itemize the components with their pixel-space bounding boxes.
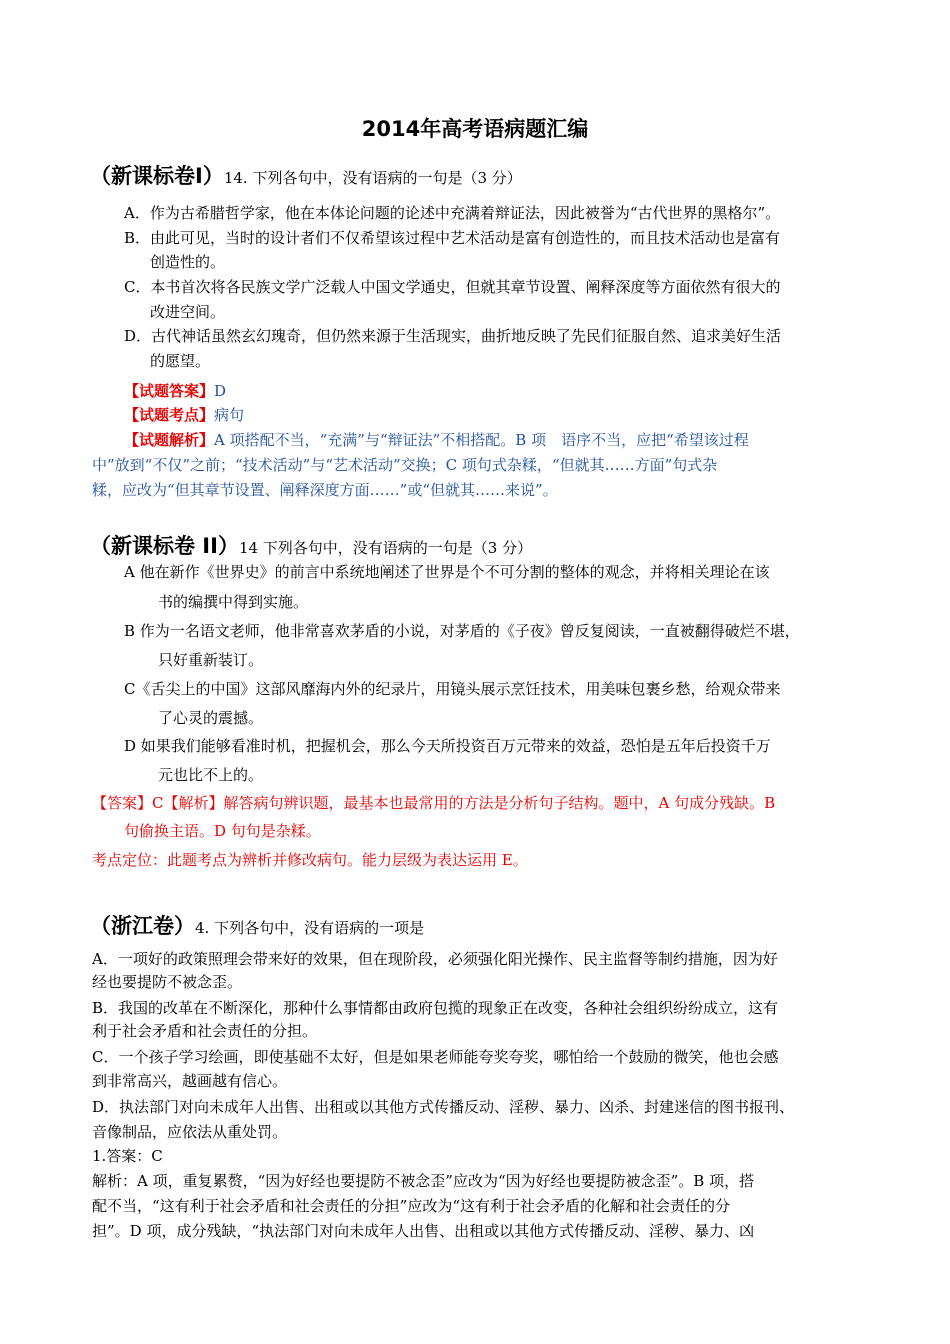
section1-analysis-line1: A 项搭配不当，“充满”与“辩证法”不相搭配。B 项 语序不当，应把“希望该过程 <box>214 431 749 449</box>
section1-question: 14. 下列各句中，没有语病的一句是（3 分） <box>223 169 522 187</box>
section2-option-a: A 他在新作《世界史》的前言中系统地阐述了世界是个不可分割的整体的观念，并将相关理论在该 <box>124 563 770 581</box>
section3-answer: 1.答案：C <box>92 1147 163 1165</box>
section2-option-d-cont: 元也比不上的。 <box>158 766 264 784</box>
section1-analysis-line2: 中”放到“不仅”之前；“技术活动”与“艺术活动”交换；C 项句式杂糅，“但就其……方面”句式杂 <box>92 456 718 474</box>
section1-answer-value: D <box>214 382 227 400</box>
section3-option-a: A．一项好的政策照理会带来好的效果，但在现阶段，必须强化阳光操作、民主监督等制约措施，因为好 <box>92 950 778 968</box>
section1-analysis-label: 【试题解析】 <box>124 431 215 449</box>
section1-option-c: C．本书首次将各民族文学广泛载人中国文学通史，但就其章节设置、阐释深度等方面依然有很大的 <box>124 278 781 296</box>
section2-option-c: C《舌尖上的中国》这部风靡海内外的纪录片，用镜头展示烹饪技术，用美味包裹乡愁，给观众带来 <box>124 680 781 698</box>
section1-option-b: B．由此可见，当时的设计者们不仅希望该过程中艺术活动是富有创造性的，而且技术活动也是富有 <box>124 229 781 247</box>
section1-answer <box>124 381 226 401</box>
section1-analysis <box>124 430 749 450</box>
section3-option-c: C．一个孩子学习绘画，即使基础不太好，但是如果老师能夸奖夸奖，哪怕给一个鼓励的微笑，他也会感 <box>92 1048 779 1066</box>
section3-option-b-cont: 利于社会矛盾和社会责任的分担。 <box>92 1022 318 1040</box>
section1-label: （新课标卷Ⅰ） <box>90 164 224 188</box>
section1-answer-label: 【试题答案】 <box>124 382 215 400</box>
section1-header <box>90 160 522 190</box>
section2-label: （新课标卷 II） <box>90 534 239 558</box>
section3-option-b: B．我国的改革在不断深化，那种什么事情都由政府包揽的现象正在改变，各种社会组织纷纷成立，这有 <box>92 999 779 1017</box>
section2-option-b-cont: 只好重新装订。 <box>158 651 264 669</box>
section2-header <box>90 530 532 560</box>
section1-point-label: 【试题考点】 <box>124 406 215 424</box>
section3-question: 4. 下列各句中，没有语病的一项是 <box>195 919 425 937</box>
section3-analysis-line2: 配不当，“这有利于社会矛盾和社会责任的分担”应改为“这有利于社会矛盾的化解和社会责任的分 <box>92 1197 731 1215</box>
section3-option-c-cont: 到非常高兴，越画越有信心。 <box>92 1072 288 1090</box>
section2-option-c-cont: 了心灵的震撼。 <box>158 709 264 727</box>
section3-analysis-line3: 担”。D 项，成分残缺，“执法部门对向未成年人出售、出租或以其他方式传播反动、淫秽、暴力、凶 <box>92 1222 755 1240</box>
section1-option-d: D．古代神话虽然玄幻瑰奇，但仍然来源于生活现实，曲折地反映了先民们征服自然、追求美好生活 <box>124 327 782 345</box>
section3-header <box>90 910 424 940</box>
section3-label: （浙江卷） <box>90 914 195 938</box>
section1-option-c-cont: 改进空间。 <box>150 303 226 321</box>
section1-point-value: 病句 <box>214 406 245 424</box>
section2-question: 14 下列各句中，没有语病的一句是（3 分） <box>238 539 533 557</box>
section3-option-a-cont: 经也要提防不被念歪。 <box>92 973 243 991</box>
section1-option-b-cont: 创造性的。 <box>150 253 226 271</box>
section2-option-b: B 作为一名语文老师，他非常喜欢茅盾的小说，对茅盾的《子夜》曾反复阅读，一直被翻得破烂不堪， <box>124 622 800 640</box>
section1-point <box>124 405 244 425</box>
section3-option-d: D．执法部门对向未成年人出售、出租或以其他方式传播反动、淫秽、暴力、凶杀、封建迷信的图书报刊、 <box>92 1098 795 1116</box>
section2-option-d: D 如果我们能够看准时机，把握机会，那么今天所投资百万元带来的效益，恐怕是五年后投资千万 <box>124 737 771 755</box>
section1-option-d-cont: 的愿望。 <box>150 352 211 370</box>
section3-analysis-line1: 解析：A 项，重复累赘，“因为好经也要提防不被念歪”应改为“因为好经也要提防被念歪”。B 项，搭 <box>92 1172 755 1190</box>
section2-option-a-cont: 书的编撰中得到实施。 <box>158 593 309 611</box>
section3-option-d-cont: 音像制品，应依法从重处罚。 <box>92 1123 288 1141</box>
section1-option-a: A．作为古希腊哲学家，他在本体论问题的论述中充满着辩证法，因此被誉为“古代世界的黑格尔”。 <box>124 204 781 222</box>
document-title: 2014年高考语病题汇编 <box>361 117 589 141</box>
section2-answer-line2: 句偷换主语。D 句句是杂糅。 <box>124 822 321 840</box>
section2-answer-line1: 【答案】C【解析】解答病句辨识题，最基本也最常用的方法是分析句子结构。题中，A 句成分残缺。B <box>92 794 776 812</box>
section2-point: 考点定位：此题考点为辨析并修改病句。能力层级为表达运用 E。 <box>92 851 528 869</box>
section1-analysis-line3: 糅，应改为“但其章节设置、阐释深度方面……”或“但就其……来说”。 <box>92 481 558 499</box>
